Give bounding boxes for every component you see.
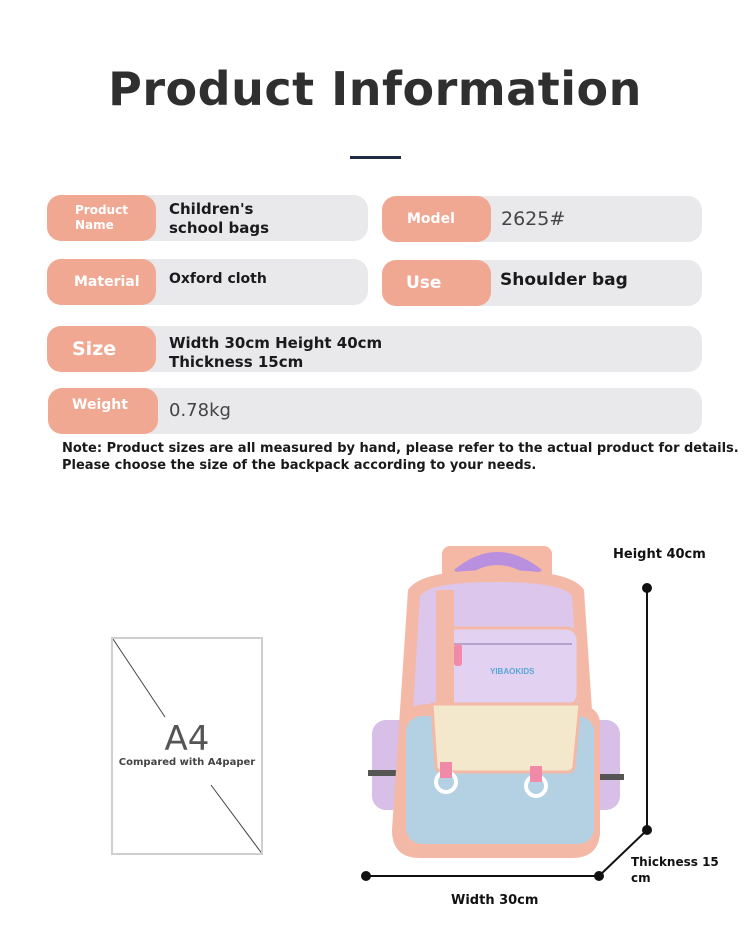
spec-material	[47, 259, 368, 305]
size-note	[62, 440, 739, 474]
note-line-2: Please choose the size of the backpack according to your needs.	[62, 458, 537, 473]
size-value-line1: Width 30cm Height 40cm	[169, 334, 383, 352]
use-label: Use	[406, 273, 442, 293]
model-label: Model	[407, 211, 455, 227]
spec-use	[382, 260, 702, 306]
thickness-label-line-2: cm	[631, 871, 651, 885]
bag-brand: YIBAOKIDS	[490, 667, 535, 676]
thickness-label	[631, 854, 719, 886]
dimension-lines	[355, 580, 665, 885]
material-label: Material	[74, 274, 140, 290]
spec-weight	[48, 388, 702, 434]
spec-size	[47, 326, 702, 372]
weight-value: 0.78kg	[169, 400, 231, 421]
title-underline	[350, 156, 401, 159]
material-value: Oxford cloth	[169, 271, 267, 287]
weight-label: Weight	[72, 397, 128, 413]
size-label-pill	[47, 326, 156, 372]
size-value-line2: Thickness 15cm	[169, 353, 304, 371]
model-value: 2625#	[501, 208, 566, 230]
page-title: Product Information	[108, 62, 642, 116]
spec-model	[382, 196, 702, 242]
height-label: Height 40cm	[613, 547, 706, 562]
a4-label: A4	[164, 719, 210, 759]
a4-paper-illustration	[111, 637, 263, 855]
material-label-pill	[47, 259, 156, 305]
weight-label-pill	[48, 388, 158, 434]
spec-product-name	[47, 195, 368, 241]
use-label-pill	[382, 260, 491, 306]
note-line-1: Note: Product sizes are all measured by hand, please refer to the actual product for details.	[62, 441, 739, 456]
product-name-label-pill	[47, 195, 156, 241]
a4-caption: Compared with A4paper	[118, 757, 256, 768]
product-name-value: Children's school bags	[169, 200, 269, 237]
thickness-label-line-1: Thickness 15	[631, 855, 719, 869]
use-value: Shoulder bag	[500, 270, 628, 290]
size-label: Size	[72, 338, 117, 360]
product-name-label: Product Name	[75, 203, 128, 232]
width-label: Width 30cm	[451, 893, 539, 908]
model-label-pill	[382, 196, 491, 242]
